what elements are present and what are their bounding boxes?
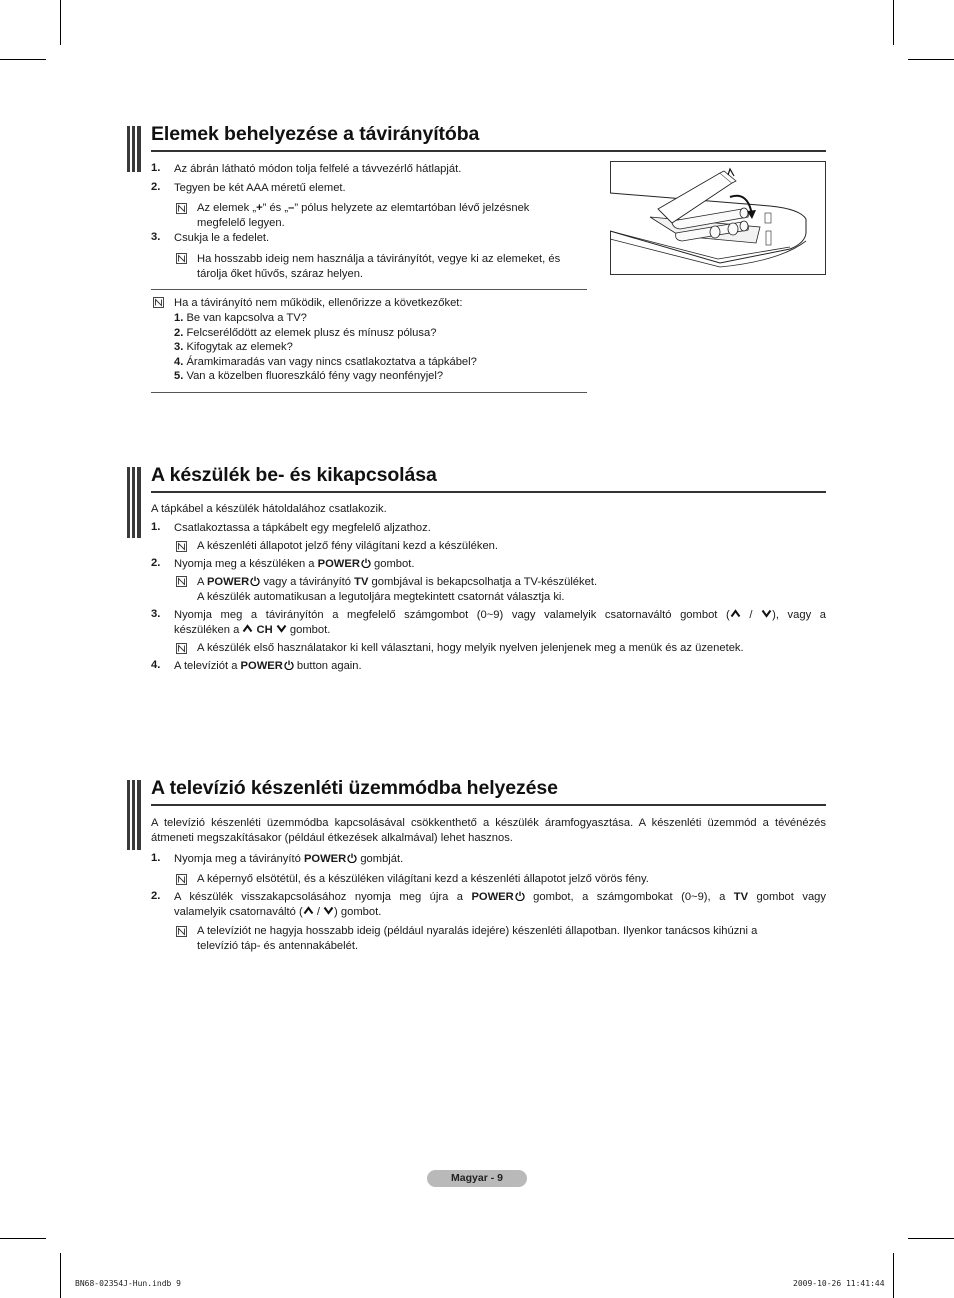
step-text: Az ábrán látható módon tolja felfelé a távvezérlő hátlapját. [174, 163, 462, 175]
section-rule [151, 491, 826, 493]
check-intro: Ha a távirányító nem működik, ellenőrizze a következőket: [174, 297, 463, 309]
step-number: 3. [151, 608, 161, 620]
chevron-up-icon [303, 906, 314, 915]
note-icon [176, 253, 187, 264]
remote-battery-illustration [610, 161, 826, 275]
section-bars [127, 780, 141, 850]
step-number: 1. [151, 521, 161, 533]
section-rule [151, 804, 826, 806]
step-text: A készülék visszakapcsolásához nyomja meg újra a POWER gombot, a számgombokat (0~9), a TV gombot vagy valamelyik csatornaváltó ( / ) gombot. [174, 891, 826, 918]
print-timestamp: 2009-10-26 11:41:44 [793, 1279, 885, 1288]
crop-mark [908, 59, 954, 60]
section-title: Elemek behelyezése a távirányítóba [151, 123, 480, 145]
step-number: 2. [151, 557, 161, 569]
note-icon [176, 643, 187, 654]
note-icon [176, 203, 187, 214]
chevron-down-icon [276, 624, 287, 633]
note-icon [153, 297, 164, 308]
crop-mark [0, 1238, 46, 1239]
crop-mark [893, 1253, 894, 1298]
chevron-up-icon [242, 624, 253, 633]
crop-mark [60, 0, 61, 45]
section-rule [151, 150, 826, 152]
note-text: A televíziót ne hagyja hosszabb ideig (például nyaralás idejére) készenléti állapotban. Ilyenkor tanácsos kihúzni a televízió táp- és antennakábelét. [197, 925, 758, 952]
step-number: 1. [151, 162, 161, 174]
power-icon [284, 660, 294, 670]
note-icon [176, 874, 187, 885]
step-number: 2. [151, 890, 161, 902]
note-icon [176, 576, 187, 587]
note-icon [176, 541, 187, 552]
crop-mark [908, 1238, 954, 1239]
step-text: Csukja le a fedelet. [174, 232, 270, 244]
power-icon [347, 853, 357, 863]
step-number: 2. [151, 181, 161, 193]
power-icon [250, 576, 260, 586]
crop-mark [60, 1253, 61, 1298]
crop-mark [893, 0, 894, 45]
section-title: A készülék be- és kikapcsolása [151, 464, 437, 486]
power-icon [361, 558, 371, 568]
step-text: Nyomja meg a távirányító POWER gombját. [174, 853, 404, 865]
intro-text: A televízió készenléti üzemmódba kapcsolásával csökkenthető a készülék áramfogyasztása. A készenléti üzemmód a tévénézés átmeneti megszakításakor (például étkezések alkalmával) lehet hasznos. [151, 817, 826, 844]
power-icon [515, 891, 525, 901]
note-text: A POWER vagy a távirányító TV gombjával is bekapcsolhatja a TV-készüléket. A készülék automatikusan a legutoljára megtekintett csatornát választja ki. [197, 576, 598, 603]
step-number: 4. [151, 659, 161, 671]
divider [151, 392, 587, 393]
page-number-badge: Magyar - 9 [427, 1170, 527, 1187]
step-text: Nyomja meg a készüléken a POWER gombot. [174, 558, 415, 570]
divider [151, 289, 587, 290]
step-text: Csatlakoztassa a tápkábelt egy megfelelő aljzathoz. [174, 522, 431, 534]
check-list: 1. Be van kapcsolva a TV? 2. Felcserélődött az elemek plusz és mínusz pólusa? 3. Kifogytak az elemek? 4. Áramkimaradás van vagy nincs csatlakoztatva a tápkábel? 5. Van a közelben fluoreszkáló fény vagy neonfényjel? [174, 312, 477, 383]
note-text: Az elemek „+” és „–” pólus helyzete az elemtartóban lévő jelzésnek megfelelő legyen. [197, 202, 530, 229]
note-text: A készülék első használatakor ki kell választani, hogy melyik nyelven jelenjenek meg a menük és az üzenetek. [197, 642, 744, 654]
step-text: Tegyen be két AAA méretű elemet. [174, 182, 346, 194]
file-info: BN68-02354J-Hun.indb 9 [75, 1279, 181, 1288]
section-bars [127, 467, 141, 538]
section-title: A televízió készenléti üzemmódba helyezése [151, 777, 558, 799]
chevron-down-icon [761, 609, 772, 618]
chevron-down-icon [323, 906, 334, 915]
step-text: Nyomja meg a távirányítón a megfelelő számgombot (0~9) vagy valamelyik csatornaváltó gombot ( / ), vagy a készüléken a CH gombot. [174, 609, 827, 636]
note-text: A készenléti állapotot jelző fény világítani kezd a készüléken. [197, 540, 498, 552]
section-bars [127, 126, 141, 172]
note-text: Ha hosszabb ideig nem használja a távirányítót, vegye ki az elemeket, és tárolja őket hűvős, száraz helyen. [197, 253, 561, 280]
crop-mark [0, 59, 46, 60]
chevron-up-icon [730, 609, 741, 618]
step-text: A televíziót a POWER button again. [174, 660, 362, 672]
step-number: 3. [151, 231, 161, 243]
note-icon [176, 926, 187, 937]
intro-text: A tápkábel a készülék hátoldalához csatlakozik. [151, 503, 387, 515]
note-text: A képernyő elsötétül, és a készüléken világítani kezd a készenléti állapotot jelző vörös fény. [197, 873, 649, 885]
step-number: 1. [151, 852, 161, 864]
